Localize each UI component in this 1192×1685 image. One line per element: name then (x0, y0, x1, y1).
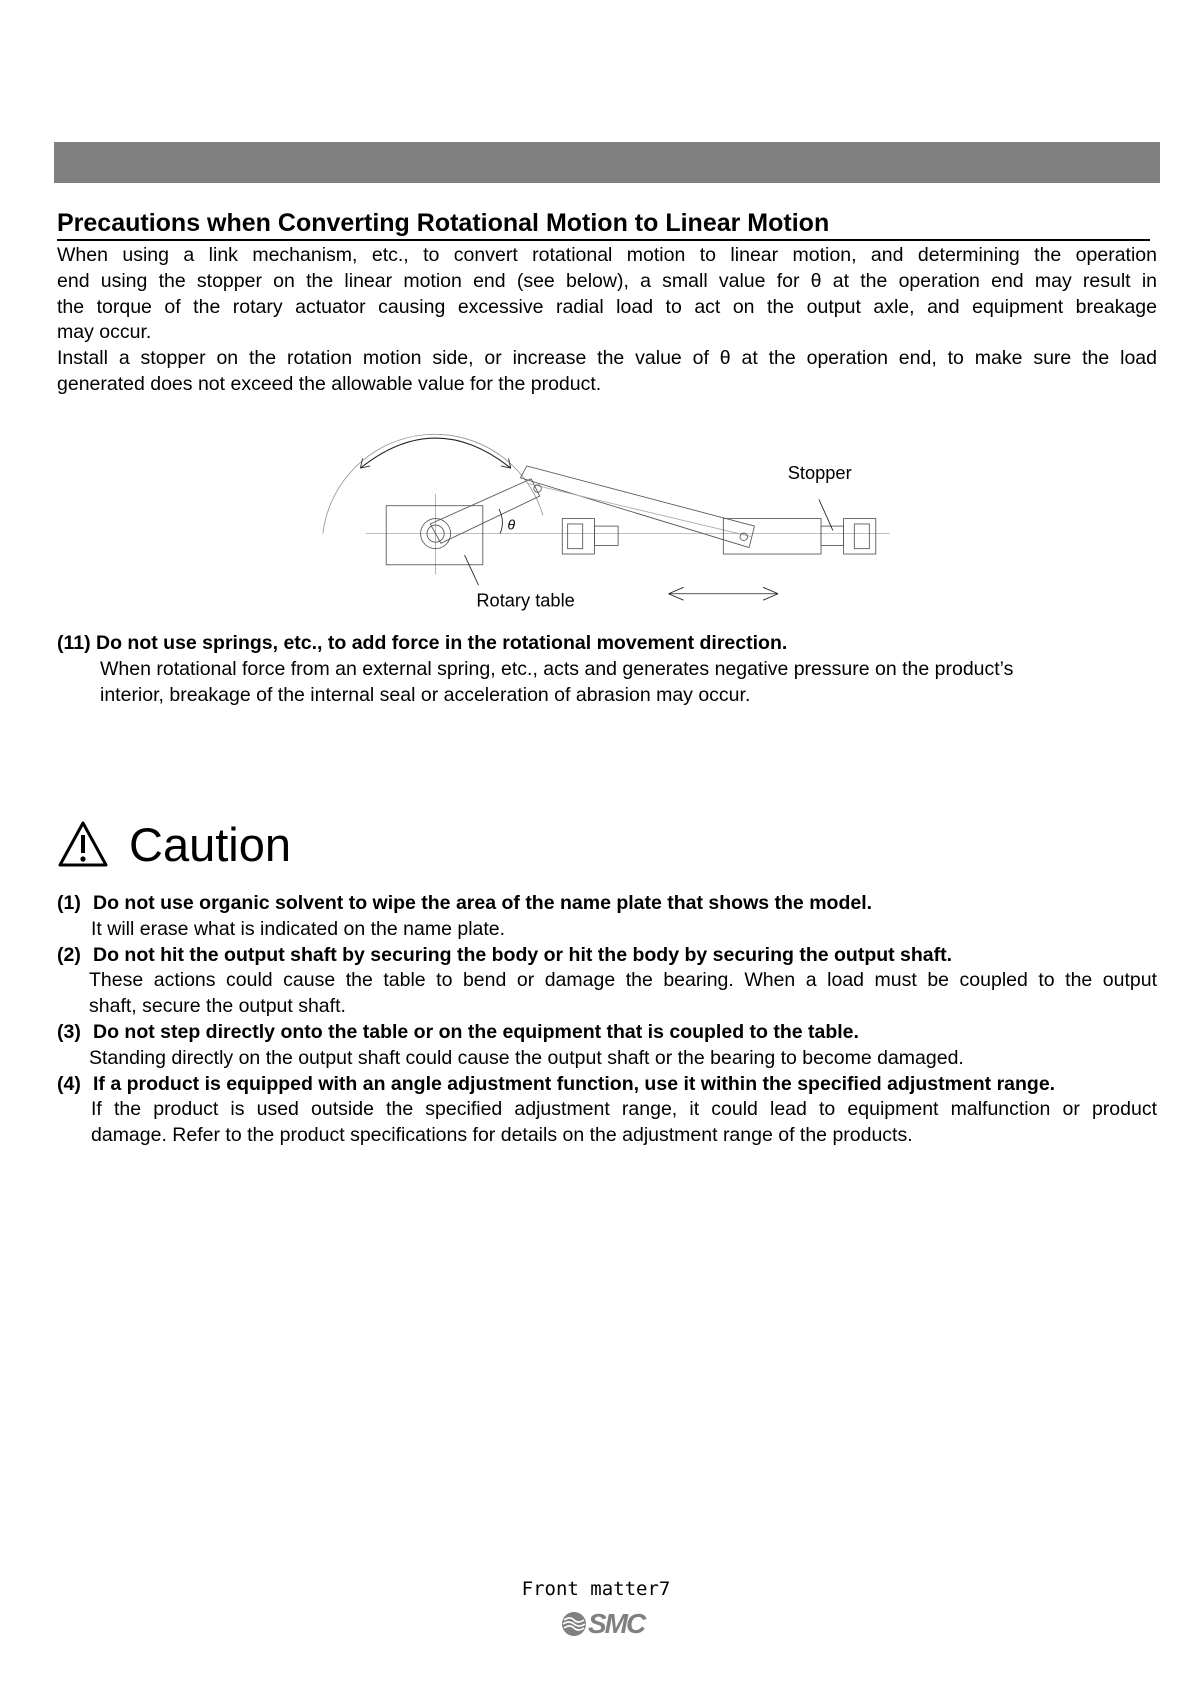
smc-logo-mark-icon (560, 1611, 588, 1637)
caution-header (57, 814, 291, 874)
text-line: the torque of the rotary actuator causing excessive radial load to act on the output axle, and equipment breakage (57, 295, 1157, 318)
intro-paragraph (57, 243, 1157, 398)
section-header-bar (54, 142, 1160, 183)
text-line: If the product is used outside the specified adjustment range, it could lead to equipment malfunction or product (91, 1098, 1157, 1121)
text-line: It will erase what is indicated on the name plate. (91, 917, 506, 940)
text-line: may occur. (57, 321, 152, 344)
text-line: Standing directly on the output shaft could cause the output shaft or the bearing to become damaged. (89, 1046, 964, 1069)
smc-logo: SMC (560, 1608, 644, 1640)
text-line: generated does not exceed the allowable value for the product. (57, 372, 602, 395)
warning-triangle-icon (57, 820, 109, 868)
text-line: Install a stopper on the rotation motion side, or increase the value of θ at the operation end, to make sure the load (57, 347, 1157, 370)
stopper-label: Stopper (787, 461, 852, 483)
text-line: interior, breakage of the internal seal or acceleration of abrasion may occur. (100, 683, 751, 706)
rotation-arrow (360, 438, 510, 468)
connecting-rod (520, 466, 754, 548)
caution-item-title: (1) Do not use organic solvent to wipe the area of the name plate that shows the model. (57, 892, 873, 914)
text-line: When rotational force from an external spring, etc., acts and generates negative pressure on the product’s (100, 657, 1014, 680)
rotary-table-body (386, 506, 483, 565)
link-mechanism-diagram (312, 408, 892, 612)
caution-title: Caution (129, 817, 291, 871)
text-line: When using a link mechanism, etc., to convert rotational motion to linear motion, and determining the operation (57, 244, 1157, 266)
rotary-table-label: Rotary table (476, 589, 575, 611)
text-line: damage. Refer to the product specifications for details on the adjustment range of the products. (91, 1124, 913, 1147)
text-line: shaft, secure the output shaft. (89, 995, 346, 1018)
caution-item-title: (2) Do not hit the output shaft by securing the body or hit the body by securing the output shaft. (57, 943, 953, 966)
theta-label: θ (507, 516, 516, 533)
caution-item-title: (3) Do not step directly onto the table or on the equipment that is coupled to the table. (57, 1020, 859, 1043)
section-heading: Precautions when Converting Rotational Motion to Linear Motion (57, 208, 1150, 241)
item-title: (11) Do not use springs, etc., to add force in the rotational movement direction. (57, 632, 788, 654)
item-11 (57, 631, 1157, 708)
linear-motion-arrow (669, 587, 779, 600)
caution-list (57, 891, 1157, 1149)
page-number: Front matter7 (521, 1578, 671, 1600)
caution-item-title: (4) If a product is equipped with an angle adjustment function, use it within the specified adjustment range. (57, 1072, 1056, 1095)
slider-block (723, 519, 821, 554)
text-line: These actions could cause the table to bend or damage the bearing. When a load must be coupled to the output (89, 969, 1157, 992)
text-line: end using the stopper on the linear motion end (see below), a small value for θ at the operation end may result in (57, 269, 1157, 292)
